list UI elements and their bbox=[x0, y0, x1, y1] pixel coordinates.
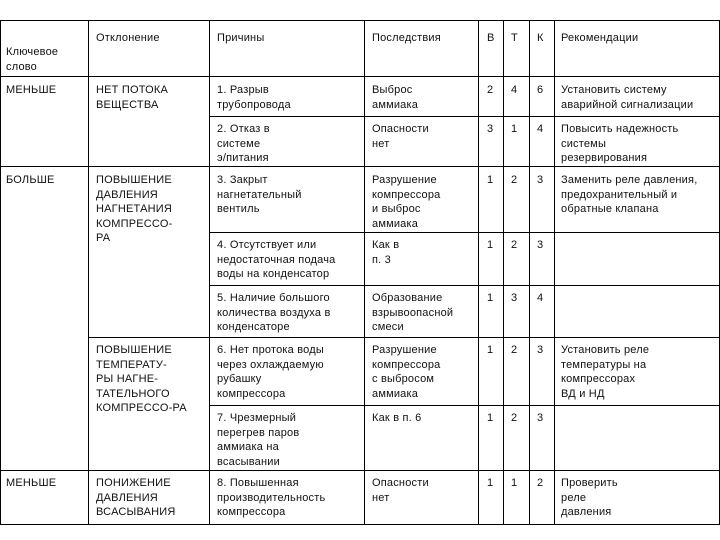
cause-8: 8. Повышенная производительность компрессора bbox=[217, 477, 326, 518]
header-keyword: Ключевое слово bbox=[6, 46, 59, 73]
grid-line-row2-bottom bbox=[0, 166, 720, 167]
v-3: 1 bbox=[487, 174, 494, 186]
recommendation-1: Установить систему аварийной сигнализации bbox=[561, 84, 694, 111]
v-5: 1 bbox=[487, 292, 494, 304]
k-4: 3 bbox=[537, 239, 544, 251]
cause-6: 6. Нет протока воды через охлаждаемую рубашку компрессора bbox=[217, 344, 324, 400]
k-3: 3 bbox=[537, 174, 544, 186]
recommendation-8: Проверить реле давления bbox=[561, 477, 618, 518]
k-7: 3 bbox=[537, 412, 544, 424]
grid-line-row6-bottom bbox=[209, 405, 720, 406]
cause-7: 7. Чрезмерный перегрев паров аммиака на всасывании bbox=[217, 412, 300, 468]
keyword-2: БОЛЬШЕ bbox=[6, 174, 55, 186]
k-2: 4 bbox=[537, 123, 544, 135]
consequence-3: Разрушение компрессора и выброс аммиака bbox=[372, 174, 441, 230]
header-v: В bbox=[487, 32, 495, 44]
deviation-1: НЕТ ПОТОКА ВЕЩЕСТВА bbox=[96, 84, 169, 111]
cause-4: 4. Отсутствует или недостаточная подача воды на конденсатор bbox=[217, 239, 336, 280]
recommendation-2: Повысить надежность системы резервирования bbox=[561, 123, 679, 164]
v-8: 1 bbox=[487, 477, 494, 489]
grid-line-col7 bbox=[554, 20, 555, 525]
cause-3: 3. Закрыт нагнетательный вентиль bbox=[217, 174, 302, 215]
recommendation-6: Установить реле температуры на компрессорах ВД и НД bbox=[561, 344, 650, 400]
grid-line-col3 bbox=[364, 20, 365, 525]
cause-5: 5. Наличие большого количества воздуха в конденсаторе bbox=[217, 292, 331, 333]
deviation-3: ПОВЫШЕНИЕ ТЕМПЕРАТУ- РЫ НАГНЕ- ТАТЕЛЬНОГО КОМПРЕССО-РА bbox=[96, 344, 187, 414]
grid-line-row5-bottom bbox=[88, 337, 720, 338]
k-1: 6 bbox=[537, 84, 544, 96]
t-3: 2 bbox=[511, 174, 518, 186]
deviation-4: ПОНИЖЕНИЕ ДАВЛЕНИЯ ВСАСЫВАНИЯ bbox=[96, 477, 176, 518]
v-7: 1 bbox=[487, 412, 494, 424]
t-4: 2 bbox=[511, 239, 518, 251]
v-1: 2 bbox=[487, 84, 494, 96]
grid-line-row7-bottom bbox=[0, 470, 720, 471]
cause-2: 2. Отказ в системе э/питания bbox=[217, 123, 270, 164]
k-6: 3 bbox=[537, 344, 544, 356]
grid-line-left bbox=[0, 20, 1, 525]
recommendation-3: Заменить реле давления, предохранительный и обратные клапана bbox=[561, 174, 698, 215]
grid-line-row4-bottom bbox=[209, 285, 720, 286]
grid-line-col6 bbox=[529, 20, 530, 525]
grid-line-col1 bbox=[88, 20, 89, 525]
t-8: 1 bbox=[511, 477, 518, 489]
header-t: Т bbox=[511, 32, 518, 44]
grid-line-header-bottom bbox=[0, 76, 720, 77]
header-causes: Причины bbox=[217, 32, 265, 44]
k-5: 4 bbox=[537, 292, 544, 304]
consequence-7: Как в п. 6 bbox=[372, 412, 422, 424]
consequence-4: Как в п. 3 bbox=[372, 239, 400, 266]
consequence-1: Выброс аммиака bbox=[372, 84, 419, 111]
v-2: 3 bbox=[487, 123, 494, 135]
v-6: 1 bbox=[487, 344, 494, 356]
grid-line-row3-bottom bbox=[209, 232, 720, 233]
v-4: 1 bbox=[487, 239, 494, 251]
keyword-3: МЕНЬШЕ bbox=[6, 477, 57, 489]
consequence-8: Опасности нет bbox=[372, 477, 429, 504]
grid-line-col4 bbox=[478, 20, 479, 525]
k-8: 2 bbox=[537, 477, 544, 489]
header-deviation: Отклонение bbox=[96, 32, 160, 44]
deviation-2: ПОВЫШЕНИЕ ДАВЛЕНИЯ НАГНЕТАНИЯ КОМПРЕССО- РА bbox=[96, 174, 173, 244]
header-consequences: Последствия bbox=[372, 32, 441, 44]
t-6: 2 bbox=[511, 344, 518, 356]
consequence-6: Разрушение компрессора с выбросом аммиака bbox=[372, 344, 441, 400]
keyword-1: МЕНЬШЕ bbox=[6, 84, 57, 96]
header-recommendations: Рекомендации bbox=[561, 32, 639, 44]
header-k: К bbox=[537, 32, 544, 44]
grid-line-row1-bottom bbox=[209, 116, 720, 117]
t-2: 1 bbox=[511, 123, 518, 135]
grid-line-col5 bbox=[503, 20, 504, 525]
t-5: 3 bbox=[511, 292, 518, 304]
t-7: 2 bbox=[511, 412, 518, 424]
grid-line-top bbox=[0, 20, 720, 21]
t-1: 4 bbox=[511, 84, 518, 96]
cause-1: 1. Разрыв трубопровода bbox=[217, 84, 291, 111]
consequence-2: Опасности нет bbox=[372, 123, 429, 150]
grid-line-bottom bbox=[0, 524, 720, 525]
consequence-5: Образование взрывоопасной смеси bbox=[372, 292, 454, 333]
grid-line-col2 bbox=[209, 20, 210, 525]
